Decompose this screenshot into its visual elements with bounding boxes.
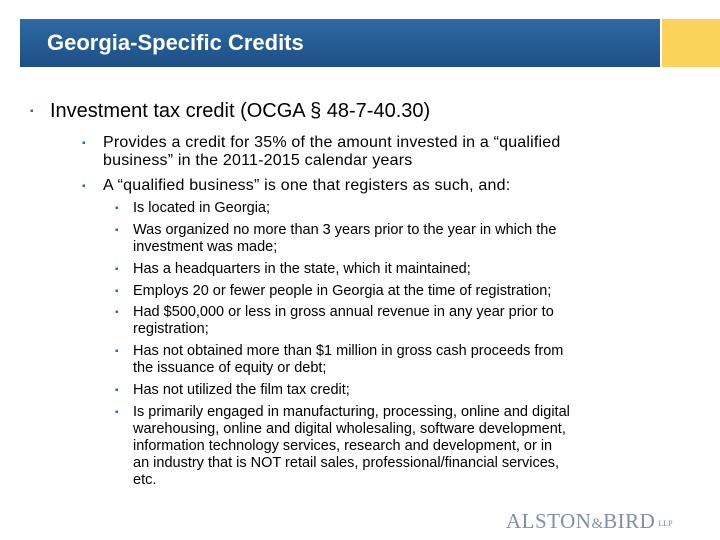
bullet-marker: ▪ [115, 346, 119, 357]
bullet-marker: ▪ [115, 307, 119, 318]
criterion-cash-proceeds-line2: the issuance of equity or debt; [133, 360, 327, 376]
alston-bird-logo: ALSTON&BIRD LLP [506, 509, 673, 533]
criterion-employees: Employs 20 or fewer people in Georgia at the time of registration; [133, 283, 552, 299]
bullet-marker: ▪ [115, 407, 119, 418]
criterion-revenue-line2: registration; [133, 321, 209, 337]
criterion-revenue-line1: Had $500,000 or less in gross annual revenue in any year prior to [133, 304, 554, 320]
bullet-marker: ▪ [82, 138, 86, 149]
bullet-marker: ▪ [115, 264, 119, 275]
criterion-industry-line5: etc. [133, 472, 157, 488]
bullet-marker: ▪ [115, 286, 119, 297]
criterion-located-in-georgia: Is located in Georgia; [133, 200, 271, 216]
criterion-headquarters: Has a headquarters in the state, which it maintained; [133, 261, 471, 277]
criterion-organized-line1: Was organized no more than 3 years prior to the year in which the [133, 222, 557, 238]
bullet-marker: ▪ [30, 106, 34, 117]
criterion-industry-line1: Is primarily engaged in manufacturing, processing, online and digital [133, 404, 570, 420]
criterion-organized-line2: investment was made; [133, 239, 278, 255]
criterion-industry-line2: warehousing, online and digital wholesaling, software development, [133, 421, 566, 437]
bullet-credit-amount-line2: business” in the 2011-2015 calendar years [103, 152, 413, 169]
criterion-film-tax-credit: Has not utilized the film tax credit; [133, 382, 350, 398]
criterion-industry-line4: an industry that is NOT retail sales, professional/financial services, [133, 455, 560, 471]
bullet-qualified-business: A “qualified business” is one that registers as such, and: [103, 177, 511, 194]
bullet-credit-amount-line1: Provides a credit for 35% of the amount invested in a “qualified [103, 134, 561, 151]
bullet-marker: ▪ [115, 385, 119, 396]
criterion-cash-proceeds-line1: Has not obtained more than $1 million in gross cash proceeds from [133, 343, 564, 359]
slide-title: Georgia-Specific Credits [47, 30, 304, 55]
bullet-marker: ▪ [82, 181, 86, 192]
bullet-marker: ▪ [115, 203, 119, 214]
bullet-marker: ▪ [115, 225, 119, 236]
bullet-investment-tax-credit: Investment tax credit (OCGA § 48-7-40.30) [50, 100, 431, 122]
criterion-industry-line3: information technology services, research and development, or in [133, 438, 553, 454]
